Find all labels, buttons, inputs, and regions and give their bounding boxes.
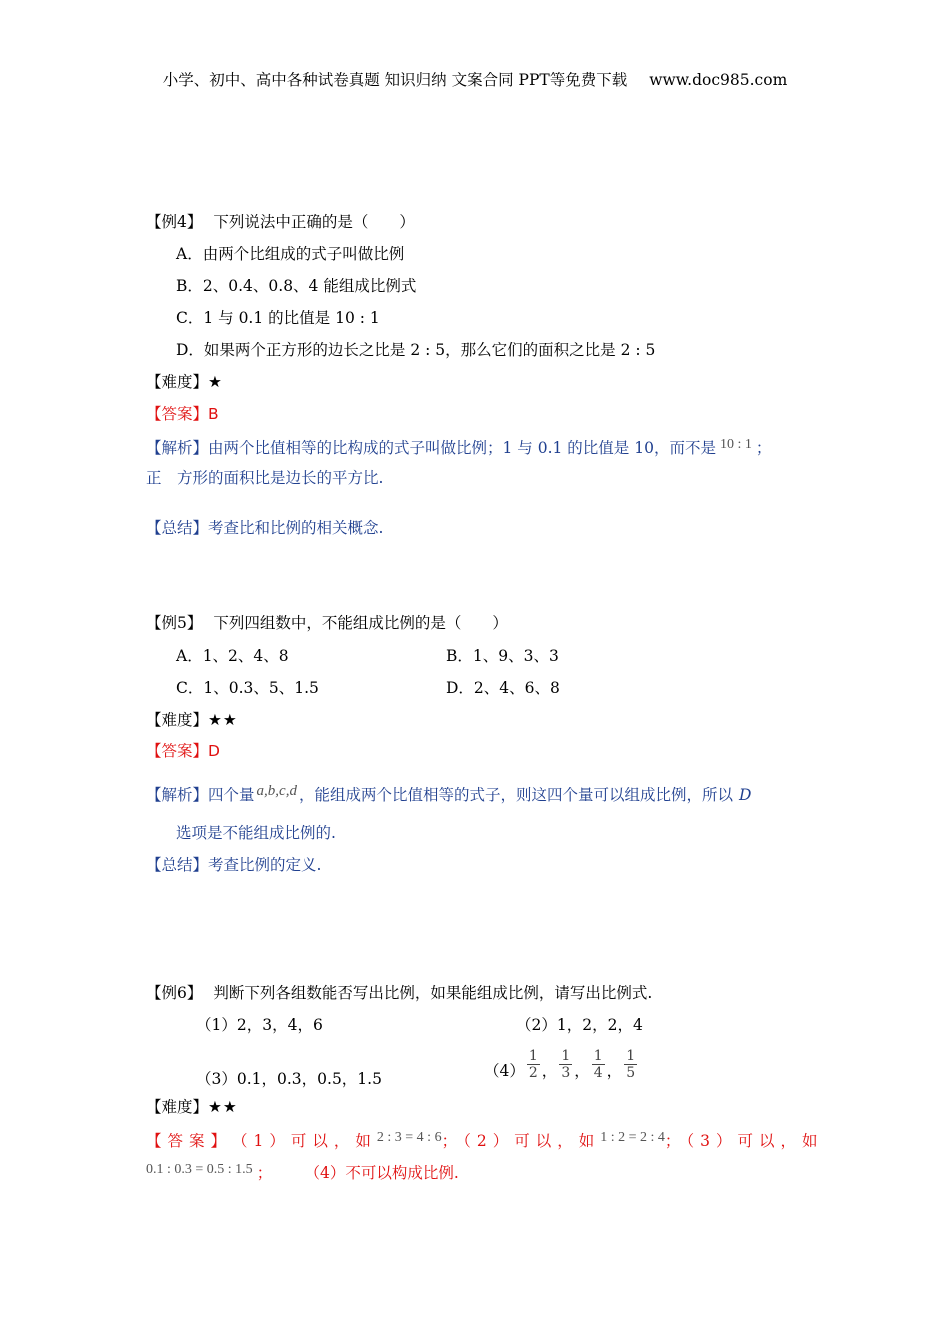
ex5-option-b: B．1、9、3、3 xyxy=(446,647,559,665)
ex6-answer-part2: ；（2）可以，如 xyxy=(441,1132,601,1150)
fraction-1-4 xyxy=(592,1048,605,1081)
ex4-difficulty-stars: ★ xyxy=(208,373,223,391)
fraction-separator: ， xyxy=(606,1062,623,1080)
ex4-analysis-text1: 由两个比值相等的比构成的式子叫做比例；1 与 0.1 的比值是 10，而不是 xyxy=(208,439,716,457)
ex6-question-line xyxy=(146,982,652,1004)
ex5-difficulty-stars: ★★ xyxy=(208,711,238,729)
fraction-denominator: 2 xyxy=(528,1064,538,1081)
fraction-numerator: 1 xyxy=(626,1047,636,1064)
ex6-difficulty-label: 【难度】 xyxy=(146,1098,209,1116)
ex5-answer-value: D xyxy=(208,742,220,760)
fraction-numerator: 1 xyxy=(561,1047,571,1064)
fraction-separator: ， xyxy=(541,1062,558,1080)
ex4-analysis-end: ； xyxy=(755,439,772,457)
ex4-analysis-label: 【解析】 xyxy=(146,439,209,457)
header-url: www.doc985.com xyxy=(649,71,788,89)
fraction-numerator: 1 xyxy=(528,1047,538,1064)
fraction-1-2 xyxy=(527,1048,540,1081)
ex4-summary-text: 考查比和比例的相关概念. xyxy=(208,519,384,537)
ex6-item-4-label: （4） xyxy=(484,1062,525,1080)
ex6-question: 判断下列各组数能否写出比例，如果能组成比例，请写出比例式. xyxy=(213,984,653,1002)
ex5-summary xyxy=(146,854,321,876)
fraction-denominator: 3 xyxy=(561,1064,571,1081)
ex6-item-3: （3）0.1，0.3，0.5，1.5 xyxy=(196,1070,382,1088)
ex5-analysis-text1c: D xyxy=(738,786,752,804)
ex6-answer-part1: （1）可以，如 xyxy=(232,1132,377,1150)
ex5-difficulty-label: 【难度】 xyxy=(146,711,209,729)
ex6-answer-math3: 0.1 : 0.3 = 0.5 : 1.5 xyxy=(146,1162,253,1177)
fraction-denominator: 5 xyxy=(626,1064,636,1081)
ex5-answer xyxy=(146,740,220,762)
page-header xyxy=(0,68,950,90)
ex6-answer-part5: （4）不可以构成比例. xyxy=(312,1164,459,1182)
ex5-summary-label: 【总结】 xyxy=(146,856,209,874)
ex5-option-d: D．2、4、6、8 xyxy=(446,679,560,697)
ex5-difficulty xyxy=(146,709,238,731)
ex5-question: 下列四组数中，不能组成比例的是（ ） xyxy=(213,614,508,632)
ex4-question-line xyxy=(146,211,415,233)
ex5-analysis-line2: 选项是不能组成比例的. xyxy=(176,824,336,842)
ex4-answer xyxy=(146,403,219,425)
ex4-option-d: D．如果两个正方形的边长之比是 2 : 5，那么它们的面积之比是 2 : 5 xyxy=(176,341,656,359)
ex5-question-line xyxy=(146,612,508,634)
ex4-summary xyxy=(146,517,383,539)
ex6-answer-part3: ；（3）可以，如 xyxy=(664,1132,824,1150)
ex6-item-1: （1）2，3，4，6 xyxy=(196,1016,323,1034)
fraction-separator: ， xyxy=(574,1062,590,1080)
ex4-answer-label: 【答案】 xyxy=(146,405,209,423)
ex5-option-c: C．1、0.3、5、1.5 xyxy=(176,679,319,697)
ex4-label: 【例4】 xyxy=(146,213,203,231)
ex4-option-c: C．1 与 0.1 的比值是 10 : 1 xyxy=(176,309,380,327)
ex4-analysis-math: 10 : 1 xyxy=(719,437,752,452)
ex6-answer-line1 xyxy=(146,1130,824,1154)
ex4-option-a: A．由两个比组成的式子叫做比例 xyxy=(176,245,405,263)
fraction-1-3 xyxy=(559,1048,572,1081)
ex6-answer-line2 xyxy=(146,1162,459,1186)
ex5-analysis-text1a: 四个量 xyxy=(208,786,255,804)
ex5-analysis-math: a,b,c,d xyxy=(256,783,297,799)
ex5-option-a: A．1、2、4、8 xyxy=(176,647,289,665)
ex4-option-b: B．2、0.4、0.8、4 能组成比例式 xyxy=(176,277,417,295)
ex4-analysis-line2: 正 方形的面积比是边长的平方比. xyxy=(146,469,384,487)
ex5-label: 【例5】 xyxy=(146,614,203,632)
fraction-denominator: 4 xyxy=(593,1064,603,1081)
ex4-analysis-line1 xyxy=(146,437,771,461)
ex6-answer-label: 【答案】 xyxy=(146,1132,233,1150)
ex6-item-2: （2）1，2，2，4 xyxy=(516,1016,643,1034)
ex5-summary-text: 考查比例的定义. xyxy=(208,856,322,874)
ex6-difficulty xyxy=(146,1096,238,1118)
ex6-label: 【例6】 xyxy=(146,984,203,1002)
ex6-item-4 xyxy=(484,1044,639,1084)
fraction-1-5 xyxy=(624,1048,637,1081)
ex5-analysis-text1b: ，能组成两个比值相等的式子，则这四个量可以组成比例，所以 xyxy=(298,786,733,804)
fraction-numerator: 1 xyxy=(593,1047,603,1064)
ex5-analysis-label: 【解析】 xyxy=(146,786,209,804)
ex6-answer-math2: 1 : 2 = 2 : 4 xyxy=(600,1130,665,1145)
ex4-answer-value: B xyxy=(208,405,219,423)
ex5-answer-label: 【答案】 xyxy=(146,742,209,760)
ex6-answer-part4: ； xyxy=(256,1164,273,1182)
ex6-difficulty-stars: ★★ xyxy=(208,1098,238,1116)
ex6-answer-math1: 2 : 3 = 4 : 6 xyxy=(376,1130,442,1145)
ex4-difficulty xyxy=(146,371,223,393)
ex5-analysis-line1 xyxy=(146,784,751,807)
ex4-question: 下列说法中正确的是（ ） xyxy=(213,213,415,231)
ex4-difficulty-label: 【难度】 xyxy=(146,373,209,391)
ex4-summary-label: 【总结】 xyxy=(146,519,209,537)
header-text: 小学、初中、高中各种试卷真题 知识归纳 文案合同 PPT等免费下载 xyxy=(162,71,628,89)
